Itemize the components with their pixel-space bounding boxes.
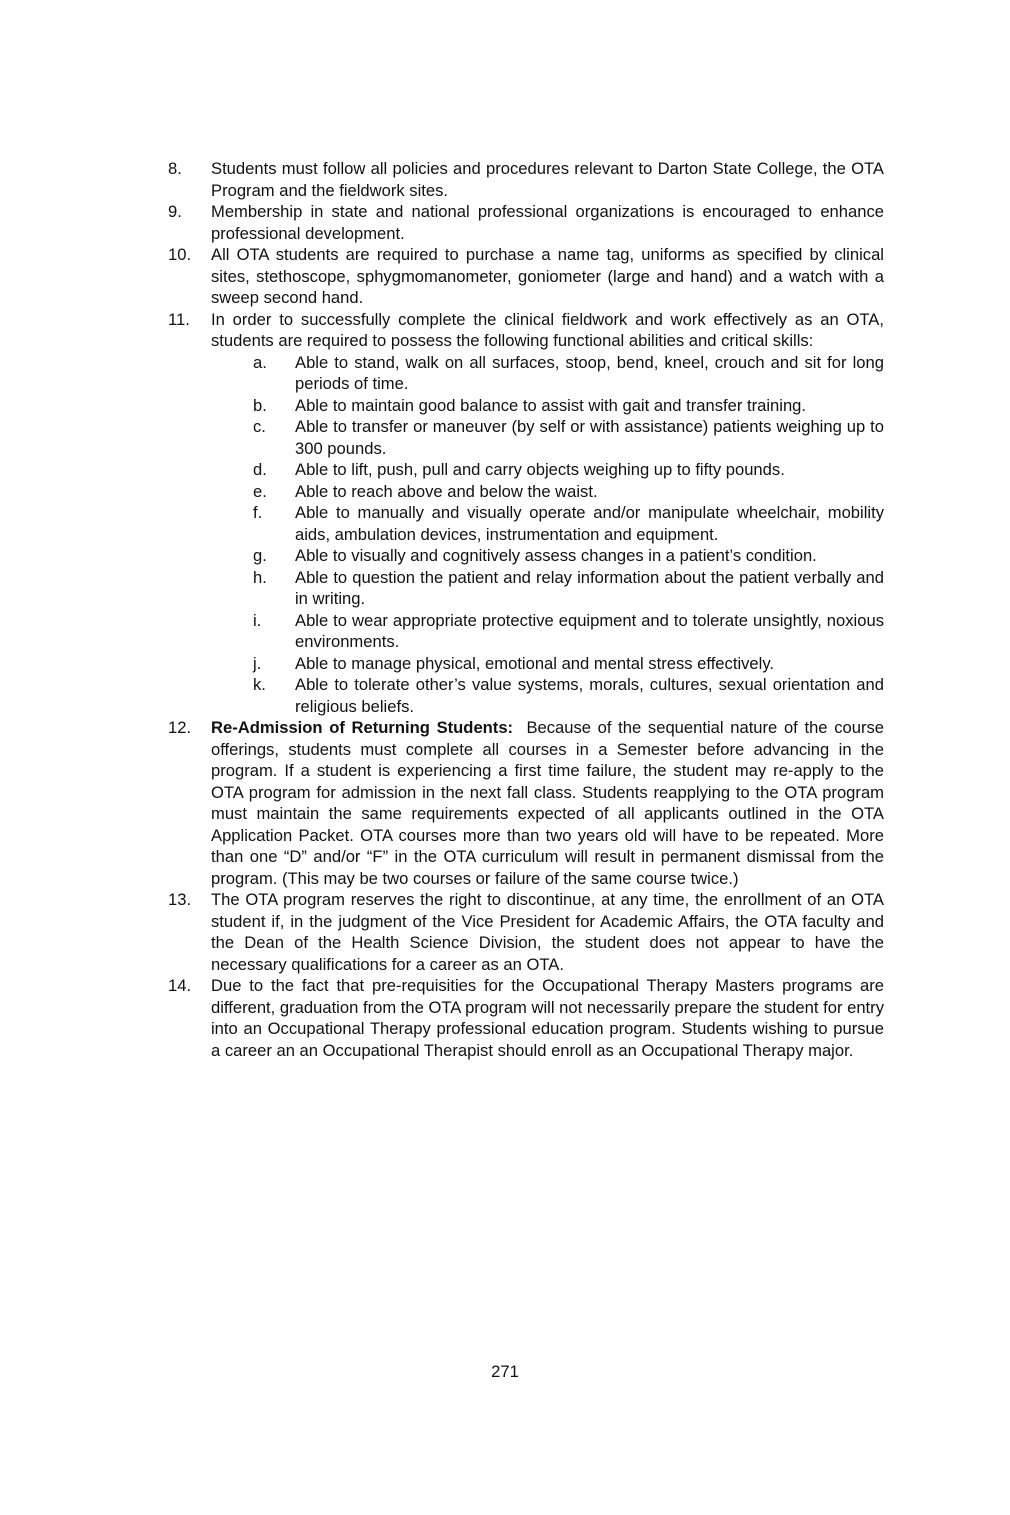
item-text: Students must follow all policies and procedures relevant to Darton State College, the OTA Program and the fieldwork sites. xyxy=(211,159,884,200)
item-number: 8. xyxy=(168,159,182,178)
sub-item-k xyxy=(168,674,884,717)
item-number: 11. xyxy=(168,309,190,329)
list-item-8 xyxy=(168,158,884,201)
item-heading: Re-Admission of Returning Students: xyxy=(211,718,514,737)
page-number: 271 xyxy=(491,1362,519,1381)
sub-item-text: Able to manually and visually operate and/or manipulate wheelchair, mobility aids, ambulation devices, instrumentation and equipment. xyxy=(295,503,884,544)
list-item-9 xyxy=(168,201,884,244)
sub-item-j xyxy=(168,653,884,675)
sub-item-f xyxy=(168,502,884,545)
sub-item-letter: h. xyxy=(253,567,267,587)
sub-item-e xyxy=(168,481,884,503)
sub-item-text: Able to visually and cognitively assess changes in a patient’s condition. xyxy=(295,546,817,565)
sub-item-letter: k. xyxy=(253,675,266,694)
sub-item-text: Able to reach above and below the waist. xyxy=(295,481,598,501)
sub-item-letter: a. xyxy=(253,352,267,372)
sub-item-letter: b. xyxy=(253,395,267,415)
sub-item-letter: j. xyxy=(253,653,262,673)
sub-item-text: Able to wear appropriate protective equipment and to tolerate unsightly, noxious environments. xyxy=(295,610,884,651)
sub-item-g xyxy=(168,545,884,567)
sub-item-i xyxy=(168,610,884,653)
sub-item-text: Able to transfer or maneuver (by self or with assistance) patients weighing up to 300 pounds. xyxy=(295,417,884,458)
list-item-10 xyxy=(168,244,884,309)
item-text: In order to successfully complete the clinical fieldwork and work effectively as an OTA, students are required to possess the following functional abilities and critical skills: xyxy=(211,309,884,350)
sub-item-letter: c. xyxy=(253,417,266,436)
sub-item-a xyxy=(168,352,884,395)
sub-item-b xyxy=(168,395,884,417)
item-number: 12. xyxy=(168,718,192,737)
list-item-13 xyxy=(168,889,884,975)
sub-item-d xyxy=(168,459,884,481)
item-number: 14. xyxy=(168,976,192,995)
item-number: 9. xyxy=(168,202,182,221)
sub-item-text: Able to question the patient and relay information about the patient verbally and in writing. xyxy=(295,567,884,608)
item-text: The OTA program reserves the right to discontinue, at any time, the enrollment of an OTA student if, in the judgment of the Vice President for Academic Affairs, the OTA faculty and the Dean of the Health Science Division, the student does not appear to have the necessary qualifications for a career as an OTA. xyxy=(211,890,884,974)
sub-item-letter: f. xyxy=(253,503,263,522)
item-text: Due to the fact that pre-requisities for the Occupational Therapy Masters programs are different, graduation from the OTA program will not necessarily prepare the student for entry into an Occupational Therapy professional education program. Students wishing to pursue a career an an Occupational Therapist should enroll as an Occupational Therapy major. xyxy=(211,976,884,1060)
sub-item-text: Able to maintain good balance to assist with gait and transfer training. xyxy=(295,395,807,415)
numbered-list xyxy=(168,158,884,1061)
item-text: All OTA students are required to purchase a name tag, uniforms as specified by clinical sites, stethoscope, sphygmomanometer, goniometer (large and hand) and a watch with a sweep second hand. xyxy=(211,245,884,307)
sub-item-letter: g. xyxy=(253,546,267,565)
sub-item-text: Able to stand, walk on all surfaces, stoop, bend, kneel, crouch and sit for long periods of time. xyxy=(295,352,884,393)
sub-item-c xyxy=(168,416,884,459)
sub-item-h xyxy=(168,567,884,610)
item-number: 13. xyxy=(168,890,192,909)
list-item-11 xyxy=(168,309,884,718)
list-item-12 xyxy=(168,717,884,889)
sub-list xyxy=(211,352,884,718)
sub-item-letter: i. xyxy=(253,610,262,630)
item-number: 10. xyxy=(168,245,192,264)
sub-item-letter: e. xyxy=(253,481,267,501)
sub-item-text: Able to tolerate other’s value systems, morals, cultures, sexual orientation and religious beliefs. xyxy=(295,675,884,716)
sub-item-text: Able to manage physical, emotional and mental stress effectively. xyxy=(295,653,775,673)
sub-item-letter: d. xyxy=(253,460,267,479)
item-text: Because of the sequential nature of the course offerings, students must complete all courses in a Semester before advancing in the program. If a student is experiencing a first time failure, the student may re-apply to the OTA program for admission in the next fall class. Students reapplying to the OTA program must maintain the same requirements expected of all applicants outlined in the OTA Application Packet. OTA courses more than two years old will have to be repeated. More than one “D” and/or “F” in the OTA curriculum will result in permanent dismissal from the program. (This may be two courses or failure of the same course twice.) xyxy=(211,718,884,888)
item-text: Membership in state and national professional organizations is encouraged to enhance professional development. xyxy=(211,202,884,243)
list-item-14 xyxy=(168,975,884,1061)
sub-item-text: Able to lift, push, pull and carry objects weighing up to fifty pounds. xyxy=(295,460,785,479)
